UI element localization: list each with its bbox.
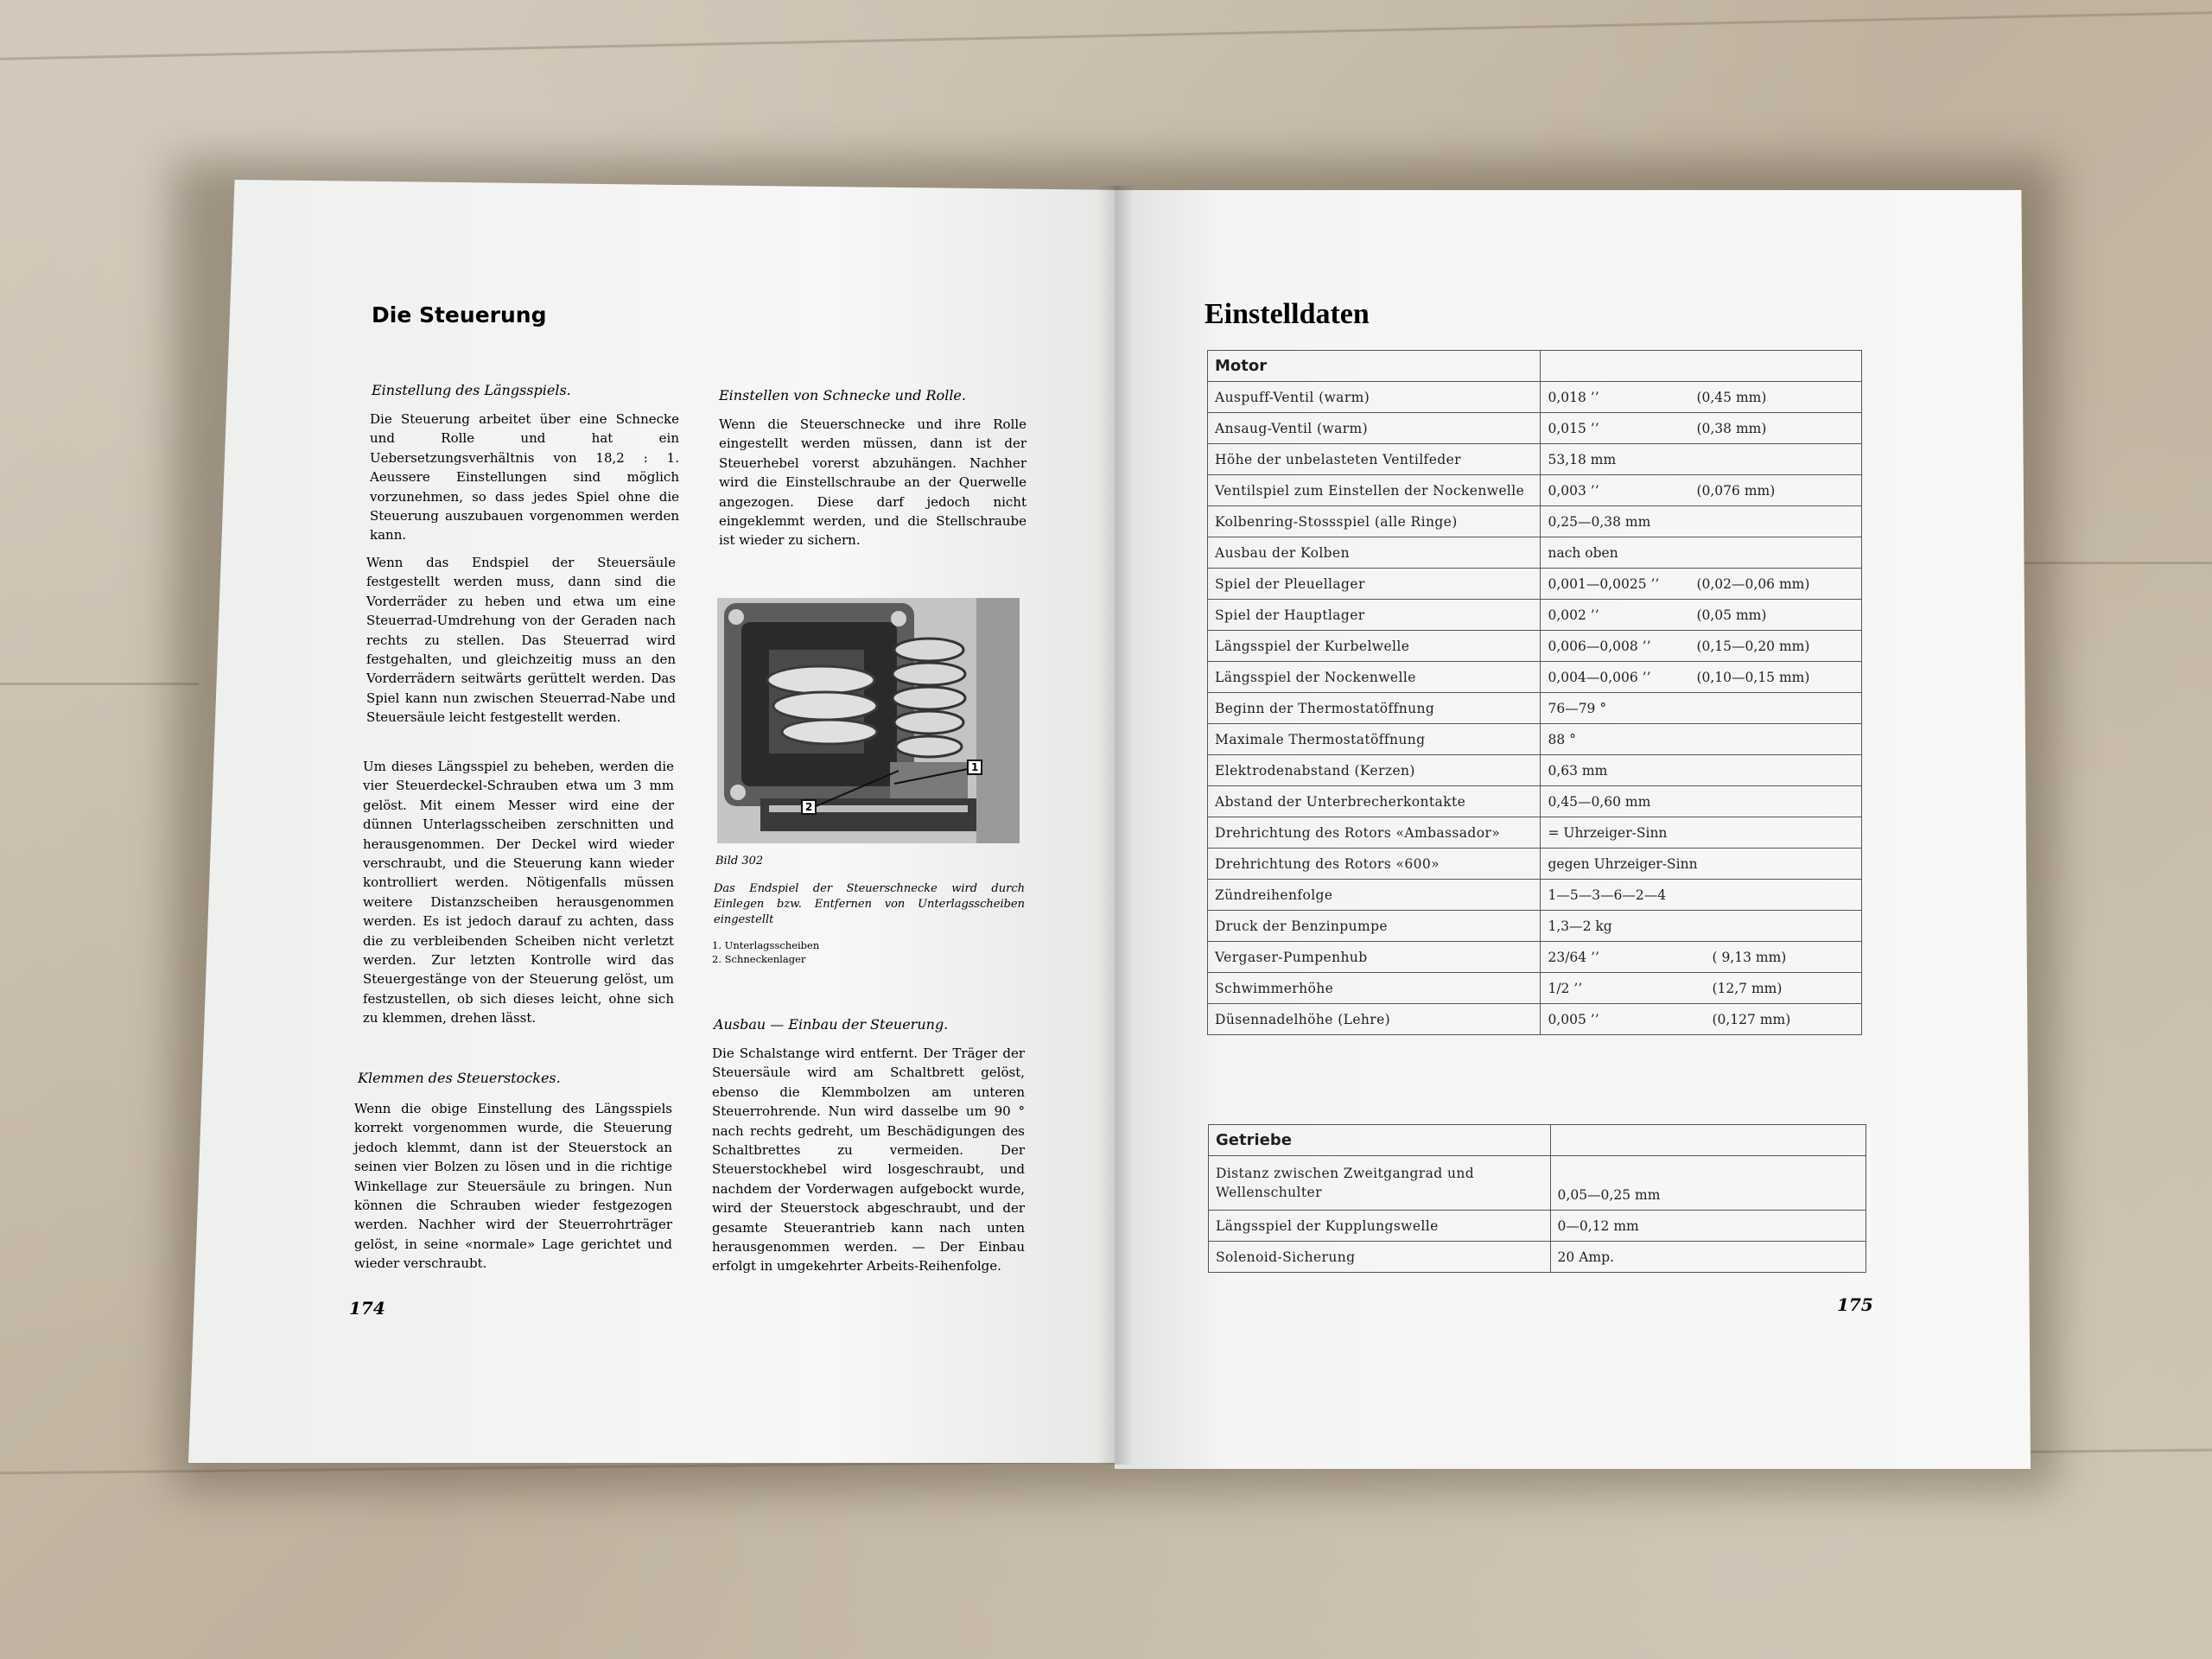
table-row: Längsspiel der Kurbelwelle 0,006—0,008 ’’ (0,15—0,20 mm)	[1208, 631, 1862, 662]
book-gutter	[1097, 186, 1134, 1465]
table-row: Ventilspiel zum Einstellen der Nockenwelle 0,003 ’’ (0,076 mm)	[1208, 475, 1862, 506]
figure-legend-1: 1. Unterlagsscheiben	[712, 939, 820, 951]
table-row: Höhe der unbelasteten Ventilfeder 53,18 mm	[1208, 444, 1862, 475]
table-row: Beginn der Thermostatöffnung 76—79 °	[1208, 693, 1862, 724]
table-row: Elektrodenabstand (Kerzen) 0,63 mm	[1208, 755, 1862, 786]
table-row: Ansaug-Ventil (warm) 0,015 ’’ (0,38 mm)	[1208, 413, 1862, 444]
section-heading-schnecke-rolle: Einstellen von Schnecke und Rolle.	[719, 387, 966, 404]
table-row: Solenoid-Sicherung 20 Amp.	[1209, 1242, 1866, 1273]
callout-2: 2	[805, 801, 813, 813]
left-page-title: Die Steuerung	[372, 302, 547, 327]
table-row: Kolbenring-Stossspiel (alle Ringe) 0,25—0,38 mm	[1208, 506, 1862, 537]
table-row: Spiel der Pleuellager 0,001—0,0025 ’’ (0,02—0,06 mm)	[1208, 569, 1862, 600]
table-row: Drehrichtung des Rotors «600» gegen Uhrzeiger-Sinn	[1208, 849, 1862, 880]
table-row: Maximale Thermostatöffnung 88 °	[1208, 724, 1862, 755]
figure-legend-2: 2. Schneckenlager	[712, 953, 806, 965]
page-number-right: 175	[1837, 1294, 1873, 1315]
table-row: Vergaser-Pumpenhub 23/64 ’’ ( 9,13 mm)	[1208, 942, 1862, 973]
table-row: Auspuff-Ventil (warm) 0,018 ’’ (0,45 mm)	[1208, 382, 1862, 413]
floor-seam	[0, 683, 199, 685]
section-heading-ausbau: Ausbau — Einbau der Steuerung.	[714, 1016, 949, 1033]
table-row: Ausbau der Kolben nach oben	[1208, 537, 1862, 569]
table-row: Druck der Benzinpumpe 1,3—2 kg	[1208, 911, 1862, 942]
getriebe-heading: Getriebe	[1209, 1125, 1551, 1156]
table-row: Zündreihenfolge 1—5—3—6—2—4	[1208, 880, 1862, 911]
table-row: Düsennadelhöhe (Lehre) 0,005 ’’ (0,127 mm)	[1208, 1004, 1862, 1035]
table-header-row	[1209, 1125, 1866, 1156]
motor-heading: Motor	[1208, 351, 1541, 382]
figure-caption: Das Endspiel der Steuerschnecke wird durch Einlegen bzw. Entfernen von Unterlagsscheiben eingestellt	[714, 882, 1025, 926]
section-heading-klemmen: Klemmen des Steuerstockes.	[358, 1070, 561, 1086]
paragraph: Wenn die Steuerschnecke und ihre Rolle eingestellt werden müssen, dann ist der Steuerhebel vorerst abzuhängen. Nachher wird die Einstellschraube an der Querwelle angezogen. Diese darf jedoch nicht eingeklemmt werden, und die Stellschraube ist wieder zu sichern.	[719, 416, 1027, 549]
page-number-left: 174	[349, 1298, 385, 1319]
table-row: Längsspiel der Kupplungswelle 0—0,12 mm	[1209, 1211, 1866, 1242]
paragraph: Die Schalstange wird entfernt. Der Träger der Steuersäule wird am Schaltbrett gelöst, ebenso die Klemmbolzen am unteren Steuerrohrende. Nun wird dasselbe um 90 ° nach rechts gedreht, um Beschädigungen des Schaltbrettes zu vermeiden. Der Steuerstockhebel wird losgeschraubt, und nachdem der Vorderwagen aufgebockt wurde, wird der Steuerstock abgeschraubt, und der gesamte Steuerantrieb kann nach unten herausgenommen werden. — Der Einbau erfolgt in umgekehrter Arbeits-Reihenfolge.	[712, 1046, 1025, 1274]
getriebe-spec-table	[1208, 1124, 1866, 1273]
motor-spec-table	[1207, 350, 1862, 1035]
figure-label: Bild 302	[715, 855, 764, 868]
table-row: Schwimmerhöhe 1/2 ’’ (12,7 mm)	[1208, 973, 1862, 1004]
floor-seam	[0, 11, 2212, 60]
table-row: Distanz zwischen Zweitgangrad und Wellenschulter 0,05—0,25 mm	[1209, 1156, 1866, 1211]
right-page-title: Einstelldaten	[1205, 298, 1370, 330]
table-row: Längsspiel der Nockenwelle 0,004—0,006 ’’ (0,10—0,15 mm)	[1208, 662, 1862, 693]
table-row: Abstand der Unterbrecherkontakte 0,45—0,60 mm	[1208, 786, 1862, 817]
table-row: Drehrichtung des Rotors «Ambassador» = Uhrzeiger-Sinn	[1208, 817, 1862, 849]
section-heading-laengsspiel: Einstellung des Längsspiels.	[372, 382, 571, 398]
table-header-row	[1208, 351, 1862, 382]
paragraph: Wenn das Endspiel der Steuersäule festgestellt werden muss, dann sind die Vorderräder zu heben und etwa um eine Steuerrad-Umdrehung von der Geraden nach rechts zu stellen. Das Steuerrad wird festgehalten, und gleichzeitig muss an den Vorderrädern seitwärts gerüttelt werden. Das Spiel kann nun zwischen Steuerrad-Nabe und Steuersäule leicht festgestellt werden.	[366, 555, 676, 726]
paragraph: Die Steuerung arbeitet über eine Schnecke und Rolle und hat ein Uebersetzungsverhältnis von 18,2 : 1. Aeussere Einstellungen sind möglich vorzunehmen, so dass jedes Spiel ohne die Steuerung auszubauen vorgenommen werden kann.	[370, 411, 679, 543]
paragraph: Wenn die obige Einstellung des Längsspiels korrekt vorgenommen wurde, die Steuerung jedoch klemmt, dann ist der Steuerstock an seinen vier Bolzen zu lösen und in die richtige Winkellage zur Steuersäule zu bringen. Nun können die Schrauben wieder festgezogen werden. Nachher wird der Steuerrohrträger gelöst, in seine «normale» Lage gerichtet und wieder verschraubt.	[354, 1101, 672, 1272]
steering-gear-photo	[717, 598, 1020, 843]
table-row: Spiel der Hauptlager 0,002 ’’ (0,05 mm)	[1208, 600, 1862, 631]
paragraph: Um dieses Längsspiel zu beheben, werden die vier Steuerdeckel-Schrauben etwa um 3 mm gelöst. Mit einem Messer wird eine der dünnen Unterlagsscheiben zerschnitten und herausgenommen. Der Deckel wird wieder verschraubt, und die Steuerung kann wieder kontrolliert werden. Nötigenfalls müssen weitere Distanzscheiben herausgenommen werden. Es ist jedoch darauf zu achten, dass die zu verbleibenden Scheiben nicht verletzt werden. Zur letzten Kontrolle wird das Steuergestänge von der Steuerung gelöst, um festzustellen, ob sich dieses leicht, ohne sich zu klemmen, drehen lässt.	[363, 759, 674, 1027]
callout-1: 1	[971, 761, 979, 773]
